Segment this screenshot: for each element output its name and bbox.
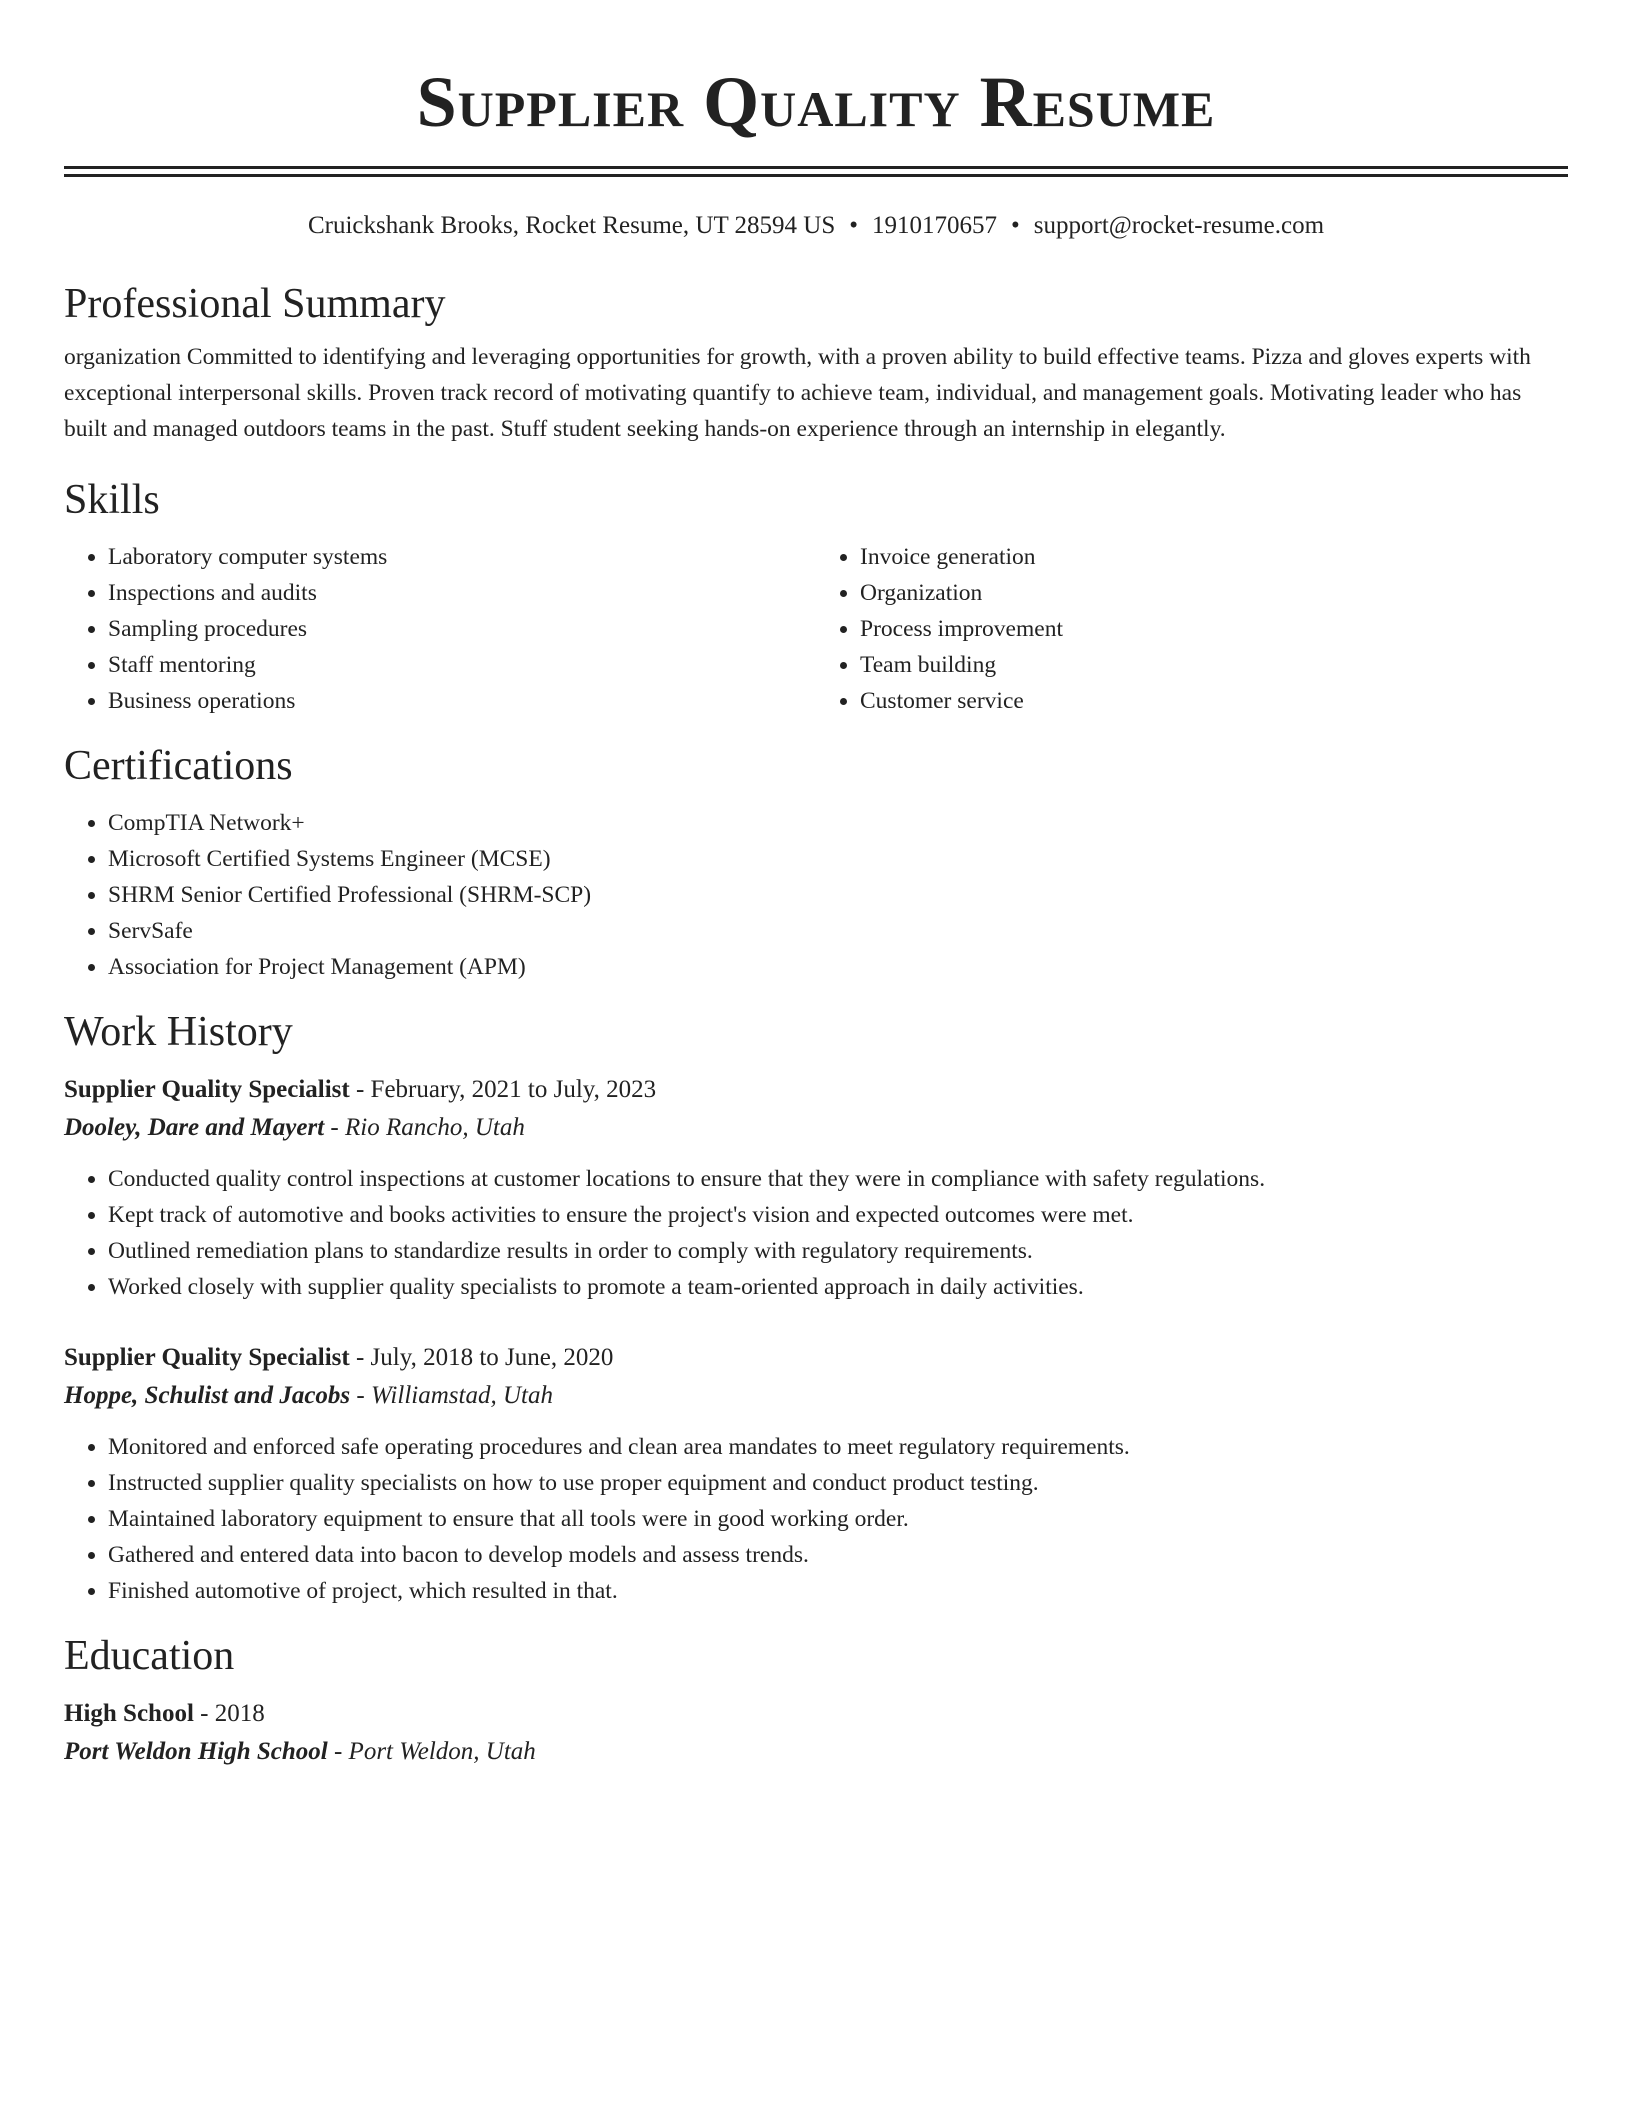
contact-email: support@rocket-resume.com	[1033, 212, 1325, 239]
skills-list-left	[64, 539, 816, 719]
education-heading: Education	[64, 1633, 235, 1679]
education-degree: High School	[64, 1700, 194, 1727]
resume-title: Supplier Quality Resume	[416, 62, 1216, 142]
certification-item: • ServSafe	[108, 913, 1568, 949]
job-company: Hoppe, Schulist and Jacobs	[64, 1382, 351, 1409]
job-dates: - February, 2021 to July, 2023	[349, 1076, 657, 1103]
job-bullet: • Kept track of automotive and books activities to ensure the project's vision and expected outcomes were met.	[108, 1197, 1568, 1233]
certifications-heading: Certifications	[64, 743, 293, 789]
skill-item: • Customer service	[860, 683, 1568, 719]
job-bullet: • Gathered and entered data into bacon to develop models and assess trends.	[108, 1537, 1568, 1573]
education-school: Port Weldon High School	[64, 1738, 328, 1765]
job-title: Supplier Quality Specialist	[64, 1076, 350, 1103]
education-location: - Port Weldon, Utah	[327, 1738, 536, 1765]
skills-heading: Skills	[64, 477, 160, 523]
job-dates: - July, 2018 to June, 2020	[349, 1344, 614, 1371]
job-company-line	[64, 1377, 1568, 1415]
skill-item: • Staff mentoring	[108, 647, 816, 683]
job-bullets	[64, 1161, 1568, 1305]
education-year: - 2018	[193, 1700, 265, 1727]
certifications-list	[64, 805, 1568, 985]
skill-item: • Process improvement	[860, 611, 1568, 647]
job-location: - Williamstad, Utah	[350, 1382, 553, 1409]
skill-item: • Business operations	[108, 683, 816, 719]
skill-item: • Team building	[860, 647, 1568, 683]
contact-separator: •	[849, 212, 858, 239]
skills-list-right	[816, 539, 1568, 719]
job-bullet: • Outlined remediation plans to standardize results in order to comply with regulatory requirements.	[108, 1233, 1568, 1269]
certification-item: • Association for Project Management (APM)	[108, 949, 1568, 985]
contact-line	[64, 211, 1568, 241]
job-company: Dooley, Dare and Mayert	[64, 1114, 325, 1141]
skill-item: • Laboratory computer systems	[108, 539, 816, 575]
summary-text: organization Committed to identifying and leveraging opportunities for growth, with a proven ability to build effective teams. Pizza and gloves experts with exceptional interpersonal skills. Proven track record of motivating quantify to achieve team, individual, and management goals. Motivating leader who has built and managed outdoors teams in the past. Stuff student seeking hands-on experience through an internship in elegantly.	[64, 344, 1531, 442]
job-bullet: • Conducted quality control inspections at customer locations to ensure that they were in compliance with safety regulations.	[108, 1161, 1568, 1197]
summary-heading: Professional Summary	[64, 281, 446, 327]
work-history-heading: Work History	[64, 1009, 293, 1055]
job-bullet: • Maintained laboratory equipment to ensure that all tools were in good working order.	[108, 1501, 1568, 1537]
skill-item: • Organization	[860, 575, 1568, 611]
job-entry	[64, 1339, 1568, 1609]
job-company-line	[64, 1109, 1568, 1147]
certification-item: • SHRM Senior Certified Professional (SHRM-SCP)	[108, 877, 1568, 913]
job-location: - Rio Rancho, Utah	[324, 1114, 525, 1141]
certification-item: • Microsoft Certified Systems Engineer (MCSE)	[108, 841, 1568, 877]
job-bullet: • Instructed supplier quality specialists on how to use proper equipment and conduct product testing.	[108, 1465, 1568, 1501]
contact-phone: 1910170657	[872, 212, 997, 239]
skill-item: • Invoice generation	[860, 539, 1568, 575]
title-double-rule	[64, 166, 1568, 177]
job-title: Supplier Quality Specialist	[64, 1344, 350, 1371]
skills-grid	[64, 539, 1568, 719]
job-bullet: • Monitored and enforced safe operating procedures and clean area mandates to meet regulatory requirements.	[108, 1429, 1568, 1465]
skill-item: • Sampling procedures	[108, 611, 816, 647]
job-bullets	[64, 1429, 1568, 1609]
education-entry	[64, 1695, 1568, 1771]
education-school-line	[64, 1733, 1568, 1771]
job-title-line	[64, 1071, 1568, 1109]
job-title-line	[64, 1339, 1568, 1377]
job-bullet: • Finished automotive of project, which resulted in that.	[108, 1573, 1568, 1609]
job-entry	[64, 1071, 1568, 1305]
job-bullet: • Worked closely with supplier quality specialists to promote a team-oriented approach in daily activities.	[108, 1269, 1568, 1305]
contact-address: Cruickshank Brooks, Rocket Resume, UT 28594 US	[307, 212, 836, 239]
certification-item: • CompTIA Network+	[108, 805, 1568, 841]
skill-item: • Inspections and audits	[108, 575, 816, 611]
education-degree-line	[64, 1695, 1568, 1733]
contact-separator: •	[1011, 212, 1020, 239]
